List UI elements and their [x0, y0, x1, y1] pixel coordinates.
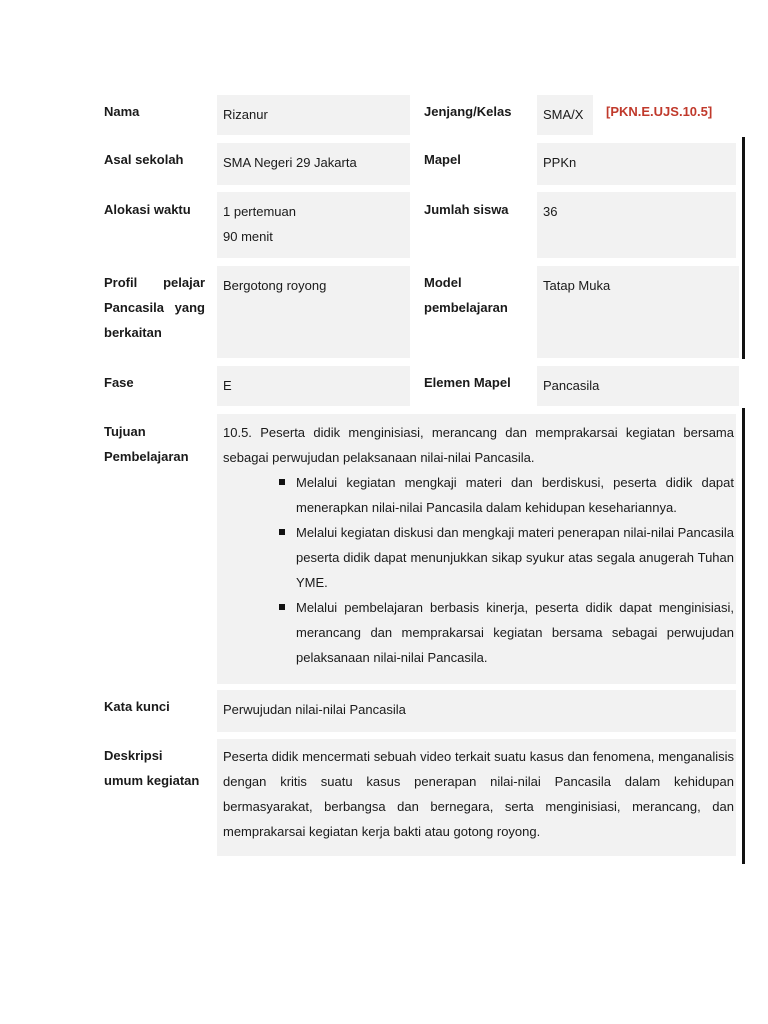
nama-label: Nama — [104, 104, 140, 119]
fase-value: E — [223, 378, 232, 393]
elemen-mapel-cell — [537, 366, 739, 406]
deskripsi-label-line-1: Deskripsi — [104, 748, 163, 763]
tujuan-bullet-item — [276, 470, 734, 520]
profil-pelajar-label — [104, 270, 205, 345]
fase-label: Fase — [104, 375, 134, 390]
asal-sekolah-label: Asal sekolah — [104, 152, 184, 167]
tujuan-bullet-text: Melalui pembelajaran berbasis kinerja, peserta didik dapat menginisiasi, merancang dan memprakarsai kegiatan bersama sebagai perwujudan pelaksanaan nilai-nilai Pancasila. — [296, 600, 734, 665]
mapel-label: Mapel — [424, 152, 461, 167]
right-border-line-2 — [742, 408, 745, 864]
alokasi-waktu-label: Alokasi waktu — [104, 202, 191, 217]
fase-cell — [217, 366, 410, 406]
tujuan-label-line-2: Pembelajaran — [104, 449, 189, 464]
mapel-value: PPKn — [543, 155, 577, 170]
alokasi-waktu-value-1: 1 pertemuan — [223, 204, 296, 219]
nama-value: Rizanur — [223, 107, 268, 122]
profil-label-line-3: berkaitan — [104, 325, 162, 340]
model-label-line-1: Model — [424, 275, 462, 290]
elemen-mapel-value: Pancasila — [543, 378, 600, 393]
tujuan-bullet-item — [276, 520, 734, 595]
profil-label-line-2: Pancasila yang — [104, 300, 205, 315]
nama-value-cell — [217, 95, 410, 135]
jumlah-siswa-cell — [537, 192, 736, 258]
model-pembelajaran-value: Tatap Muka — [543, 278, 611, 293]
jenjang-value: SMA/X — [543, 107, 584, 122]
elemen-mapel-label: Elemen Mapel — [424, 375, 511, 390]
jenjang-value-cell — [537, 95, 593, 135]
deskripsi-cell — [217, 739, 736, 856]
tujuan-bullet-text: Melalui kegiatan diskusi dan mengkaji materi penerapan nilai-nilai Pancasila peserta didik dapat menunjukkan sikap syukur atas segala anugerah Tuhan YME. — [296, 525, 734, 590]
kata-kunci-cell — [217, 690, 736, 732]
tujuan-bullet-text: Melalui kegiatan mengkaji materi dan berdiskusi, peserta didik dapat menerapkan nilai-nilai Pancasila dalam kehidupan kesehariannya. — [296, 475, 734, 515]
profil-pelajar-value: Bergotong royong — [223, 278, 327, 293]
square-bullet-icon — [279, 479, 285, 485]
alokasi-waktu-cell — [217, 192, 410, 258]
square-bullet-icon — [279, 529, 285, 535]
model-label-line-2: pembelajaran — [424, 300, 508, 315]
mapel-cell — [537, 143, 736, 185]
tujuan-bullet-item — [276, 595, 734, 670]
right-border-line-1 — [742, 137, 745, 359]
jumlah-siswa-value: 36 — [543, 204, 558, 219]
deskripsi-value: Peserta didik mencermati sebuah video terkait suatu kasus dan fenomena, menganalisis dengan kritis suatu kasus penerapan nilai-nilai Pancasila dalam kehidupan bermasyarakat, berbangsa dan bernegara, serta menginisiasi, merancang, dan memprakarsai kegiatan kerja bakti atau gotong royong. — [223, 749, 734, 839]
competency-code: [PKN.E.UJS.10.5] — [606, 104, 713, 119]
jenjang-label: Jenjang/Kelas — [424, 104, 512, 119]
tujuan-pembelajaran-cell — [217, 414, 736, 684]
tujuan-label-line-1: Tujuan — [104, 424, 146, 439]
profil-pelajar-cell — [217, 266, 410, 358]
profil-label-line-1: Profil pelajar — [104, 275, 205, 290]
tujuan-intro: 10.5. Peserta didik menginisiasi, merancang dan memprakarsai kegiatan bersama sebagai perwujudan pelaksanaan nilai-nilai Pancasila. — [223, 425, 734, 465]
deskripsi-label — [104, 743, 199, 793]
model-pembelajaran-cell — [537, 266, 739, 358]
alokasi-waktu-value-2: 90 menit — [223, 229, 273, 244]
jumlah-siswa-label: Jumlah siswa — [424, 202, 509, 217]
square-bullet-icon — [279, 604, 285, 610]
deskripsi-label-line-2: umum kegiatan — [104, 773, 200, 788]
tujuan-bullet-list — [223, 470, 734, 670]
tujuan-pembelajaran-label — [104, 419, 189, 469]
asal-sekolah-cell — [217, 143, 410, 185]
model-pembelajaran-label — [424, 270, 508, 320]
kata-kunci-value: Perwujudan nilai-nilai Pancasila — [223, 702, 406, 717]
kata-kunci-label: Kata kunci — [104, 699, 170, 714]
asal-sekolah-value: SMA Negeri 29 Jakarta — [223, 155, 357, 170]
